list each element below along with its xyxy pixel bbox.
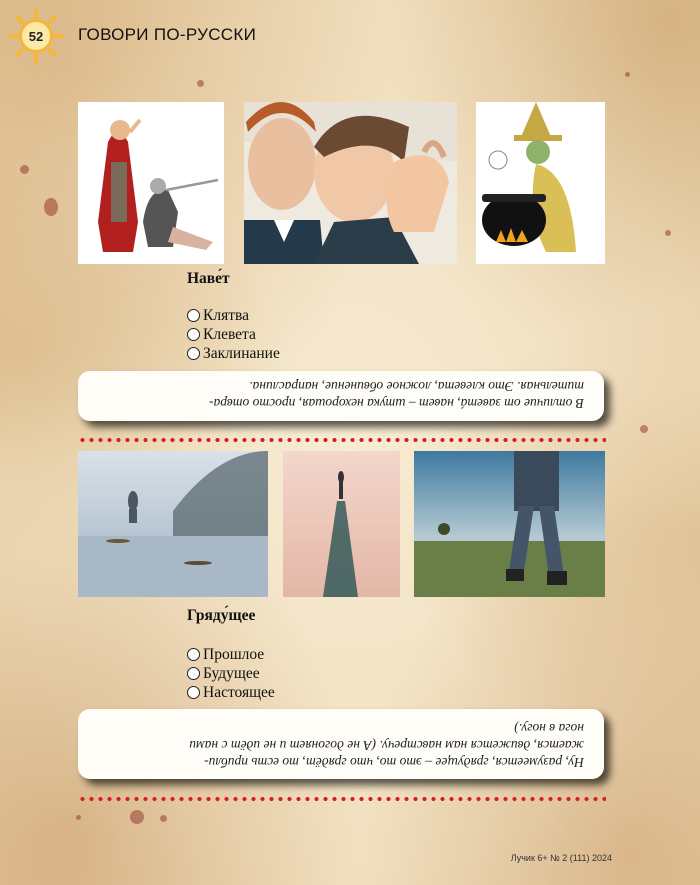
radio-button[interactable] <box>187 328 200 341</box>
radio-button[interactable] <box>187 648 200 661</box>
option-row[interactable] <box>187 683 275 702</box>
stain <box>625 72 630 77</box>
answer-box-2 <box>78 709 604 779</box>
stain <box>160 815 167 822</box>
option-row[interactable] <box>187 664 275 683</box>
illustration-knight-oath <box>78 102 224 264</box>
photo-shadow-walker <box>283 451 400 597</box>
answer-text-2 <box>78 709 604 779</box>
option-label: Заклинание <box>203 345 280 362</box>
answer-line: Ну, разумеется, грядущее – это то, что грядёт, то есть прибли- <box>204 755 584 770</box>
answer-line: жается, движется нам навстречу. (А не догоняет и не идёт с нами <box>189 738 584 753</box>
radio-button[interactable] <box>187 686 200 699</box>
option-label: Будущее <box>203 665 260 682</box>
option-label: Настоящее <box>203 684 275 701</box>
quiz-options-1 <box>187 306 280 363</box>
issue-footer: Лучик 6+ № 2 (111) 2024 <box>510 853 612 863</box>
answer-box-1 <box>78 371 604 421</box>
radio-button[interactable] <box>187 667 200 680</box>
answer-line: нога в ногу.) <box>514 721 584 736</box>
stain <box>44 198 58 216</box>
dotted-divider <box>78 797 606 801</box>
option-label: Клятва <box>203 307 249 324</box>
illustration-witch-cauldron <box>476 102 605 264</box>
section-title: ГОВОРИ ПО-РУССКИ <box>78 25 257 44</box>
illustration-whispering-men <box>244 102 457 264</box>
option-row[interactable] <box>187 306 280 325</box>
option-row[interactable] <box>187 344 280 363</box>
option-label: Прошлое <box>203 646 265 663</box>
photo-foggy-walker <box>78 451 268 597</box>
option-label: Клевета <box>203 326 256 343</box>
answer-line: тительная. Это клевета, ложное обвинение, напраслина. <box>249 379 584 394</box>
stain <box>76 815 81 820</box>
stain <box>665 230 671 236</box>
option-row[interactable] <box>187 325 280 344</box>
stain <box>197 80 204 87</box>
page-number: 52 <box>22 22 50 50</box>
radio-button[interactable] <box>187 347 200 360</box>
stain <box>640 425 648 433</box>
radio-button[interactable] <box>187 309 200 322</box>
quiz-word-1: Наве́т <box>187 270 230 287</box>
answer-line: В отличие от заветá, навет – штука нехорошая, просто отвра- <box>208 396 584 411</box>
quiz-word-2: Гряду́щее <box>187 607 256 624</box>
answer-text-1 <box>78 371 604 421</box>
dotted-divider <box>78 438 606 442</box>
quiz-options-2 <box>187 645 275 702</box>
stain <box>20 165 29 174</box>
stain <box>130 810 144 824</box>
option-row[interactable] <box>187 645 275 664</box>
photo-man-walking-field <box>414 451 605 597</box>
